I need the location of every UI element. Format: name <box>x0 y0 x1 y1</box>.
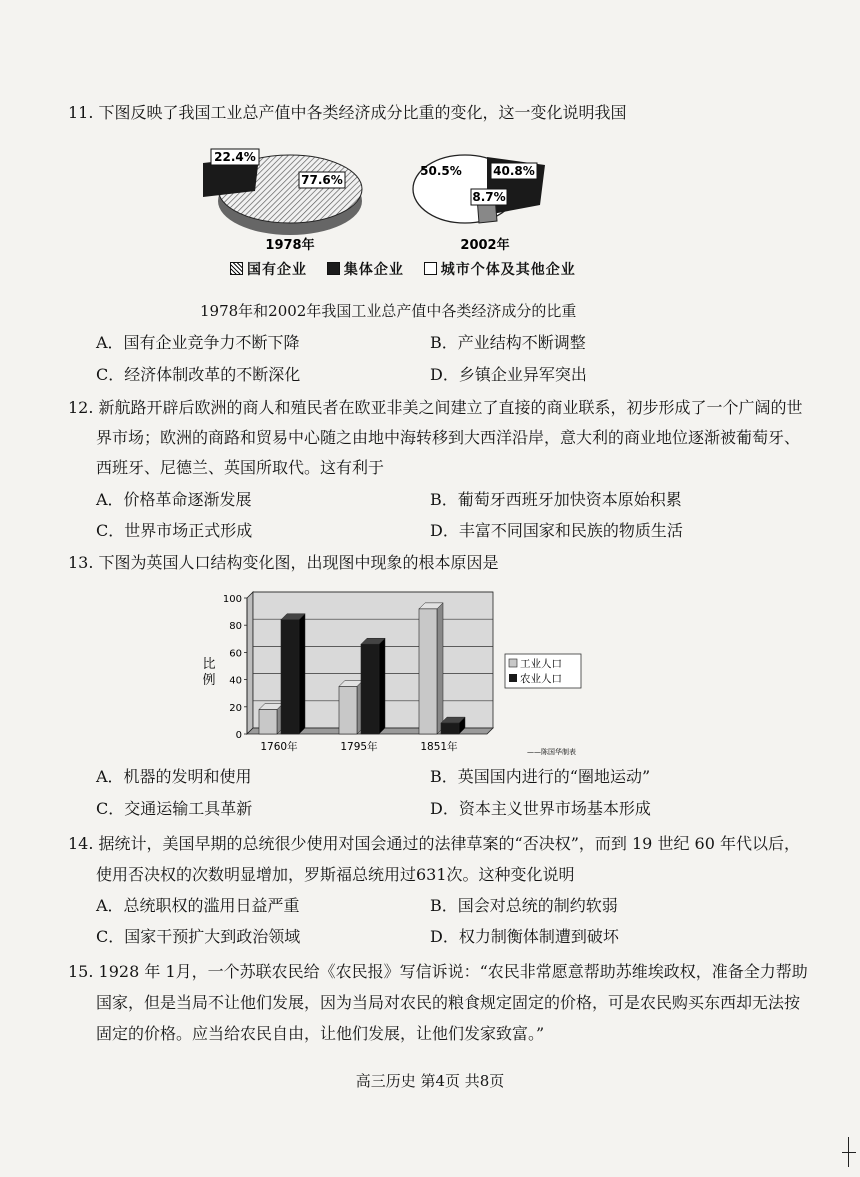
legend-state: 国有企业 <box>230 262 307 278</box>
question-14 <box>68 828 808 890</box>
question-text: 1928 年 1月，一个苏联农民给《农民报》写信诉说：“农民非常愿意帮助苏维埃政权，准备全力帮助国家，但是当局不让他们发展，因为当局对农民的粮食规定固定的价格，可是农民购买东西却无法按固定的价格。应当给农民自由，让他们发展，让他们发家致富。” <box>96 962 808 1043</box>
question-number: 11. <box>68 103 94 122</box>
option-13-b[interactable]: B．英国国内进行的“圈地运动” <box>430 767 651 786</box>
chart-category-label: 1795年 <box>340 741 378 753</box>
option-13-c[interactable]: C．交通运输工具革新 <box>96 799 253 818</box>
question-number: 14. <box>68 834 94 853</box>
option-14-b[interactable]: B．国会对总统的制约软弱 <box>430 896 618 915</box>
option-13-d[interactable]: D．资本主义世界市场基本形成 <box>430 799 651 818</box>
legend-collective: 集体企业 <box>327 262 404 278</box>
chart-y-tick-label: 0 <box>235 730 242 741</box>
option-14-c[interactable]: C．国家干预扩大到政治领域 <box>96 927 301 946</box>
chart-bar <box>339 680 363 734</box>
legend-private: 城市个体及其他企业 <box>424 262 576 278</box>
question-stem <box>68 393 808 483</box>
question-12 <box>68 393 808 483</box>
chart-side-wall <box>247 592 253 734</box>
crop-mark-icon <box>842 1137 856 1167</box>
page-footer: 高三历史 第4页 共8页 <box>355 1072 505 1090</box>
option-11-b[interactable]: B．产业结构不断调整 <box>430 333 586 352</box>
chart-legend <box>505 654 581 688</box>
question-stem <box>68 548 808 578</box>
option-13-a[interactable]: A．机器的发明和使用 <box>96 767 252 786</box>
chart-category-label: 1851年 <box>420 741 458 753</box>
pie-2002 <box>413 155 545 223</box>
legend-agricultural-swatch-icon <box>509 674 517 682</box>
pie-2002-label-2: 40.8% <box>493 164 535 178</box>
chart-categories <box>260 740 458 753</box>
question-text: 下图反映了我国工业总产值中各类经济成分比重的变化，这一变化说明我国 <box>98 103 627 122</box>
question-15 <box>68 956 808 1049</box>
hatch-swatch-icon <box>230 262 243 275</box>
question-11 <box>68 98 808 128</box>
chart-y-tick-label: 60 <box>229 648 242 660</box>
option-11-d[interactable]: D．乡镇企业异军突出 <box>430 365 587 384</box>
chart-ylabel-2: 例 <box>202 673 216 688</box>
pie-1978-label-1: 22.4% <box>214 150 256 164</box>
chart-y-tick-label: 80 <box>229 621 242 633</box>
chart-bar <box>259 704 283 734</box>
pie-1978 <box>203 149 362 235</box>
chart-ylabel-1: 比 <box>202 657 216 672</box>
dark-swatch-icon <box>327 262 340 275</box>
option-11-a[interactable]: A．国有企业竞争力不断下降 <box>96 333 300 352</box>
white-swatch-icon <box>424 262 437 275</box>
pie-1978-year: 1978年 <box>265 238 315 253</box>
pie-caption: 1978年和2002年我国工业总产值中各类经济成分的比重 <box>200 302 577 320</box>
chart-category-label: 1760年 <box>260 741 298 753</box>
question-stem <box>68 956 808 1049</box>
question-stem <box>68 828 808 890</box>
question-number: 15. <box>68 962 94 981</box>
legend-industrial: 工业人口 <box>520 658 562 670</box>
pie-2002-label-3: 8.7% <box>472 190 506 204</box>
option-14-a[interactable]: A．总统职权的滥用日益严重 <box>96 896 300 915</box>
pie-legend <box>230 259 590 279</box>
question-text: 据统计，美国早期的总统很少使用对国会通过的法律草案的“否决权”，而到 19 世纪 60 年代以后，使用否决权的次数明显增加，罗斯福总统用过631次。这种变化说明 <box>96 834 800 884</box>
chart-bar <box>419 603 443 734</box>
chart-y-tick-label: 40 <box>229 675 242 687</box>
option-14-d[interactable]: D．权力制衡体制遭到破坏 <box>430 927 619 946</box>
option-12-b[interactable]: B．葡萄牙西班牙加快资本原始积累 <box>430 490 682 509</box>
question-number: 13. <box>68 553 94 572</box>
pie-charts-figure <box>195 135 575 255</box>
question-number: 12. <box>68 398 94 417</box>
question-stem <box>68 98 808 128</box>
chart-bar <box>361 638 385 734</box>
chart-y-tick-label: 20 <box>229 702 242 714</box>
pie-2002-label-1: 50.5% <box>420 164 462 178</box>
chart-y-tick-label: 100 <box>222 594 242 605</box>
question-text: 下图为英国人口结构变化图，出现图中现象的根本原因是 <box>98 553 499 572</box>
chart-bar <box>441 717 465 734</box>
legend-agricultural: 农业人口 <box>520 673 562 685</box>
population-bar-chart <box>195 588 615 758</box>
pie-2002-year: 2002年 <box>460 238 510 253</box>
question-text: 新航路开辟后欧洲的商人和殖民者在欧亚非美之间建立了直接的商业联系，初步形成了一个广阔的世界市场；欧洲的商路和贸易中心随之由地中海转移到大西洋沿岸，意大利的商业地位逐渐被葡萄牙、西班牙、尼德兰、英国所取代。这有利于 <box>96 398 803 477</box>
option-12-c[interactable]: C．世界市场正式形成 <box>96 521 253 540</box>
option-11-c[interactable]: C．经济体制改革的不断深化 <box>96 365 301 384</box>
pie-1978-label-2: 77.6% <box>301 173 343 187</box>
option-12-a[interactable]: A．价格革命逐渐发展 <box>96 490 252 509</box>
chart-note: ——陈国华制表 <box>527 748 576 756</box>
option-12-d[interactable]: D．丰富不同国家和民族的物质生活 <box>430 521 683 540</box>
legend-industrial-swatch-icon <box>509 659 517 667</box>
chart-bar <box>281 614 305 734</box>
question-13 <box>68 548 808 578</box>
